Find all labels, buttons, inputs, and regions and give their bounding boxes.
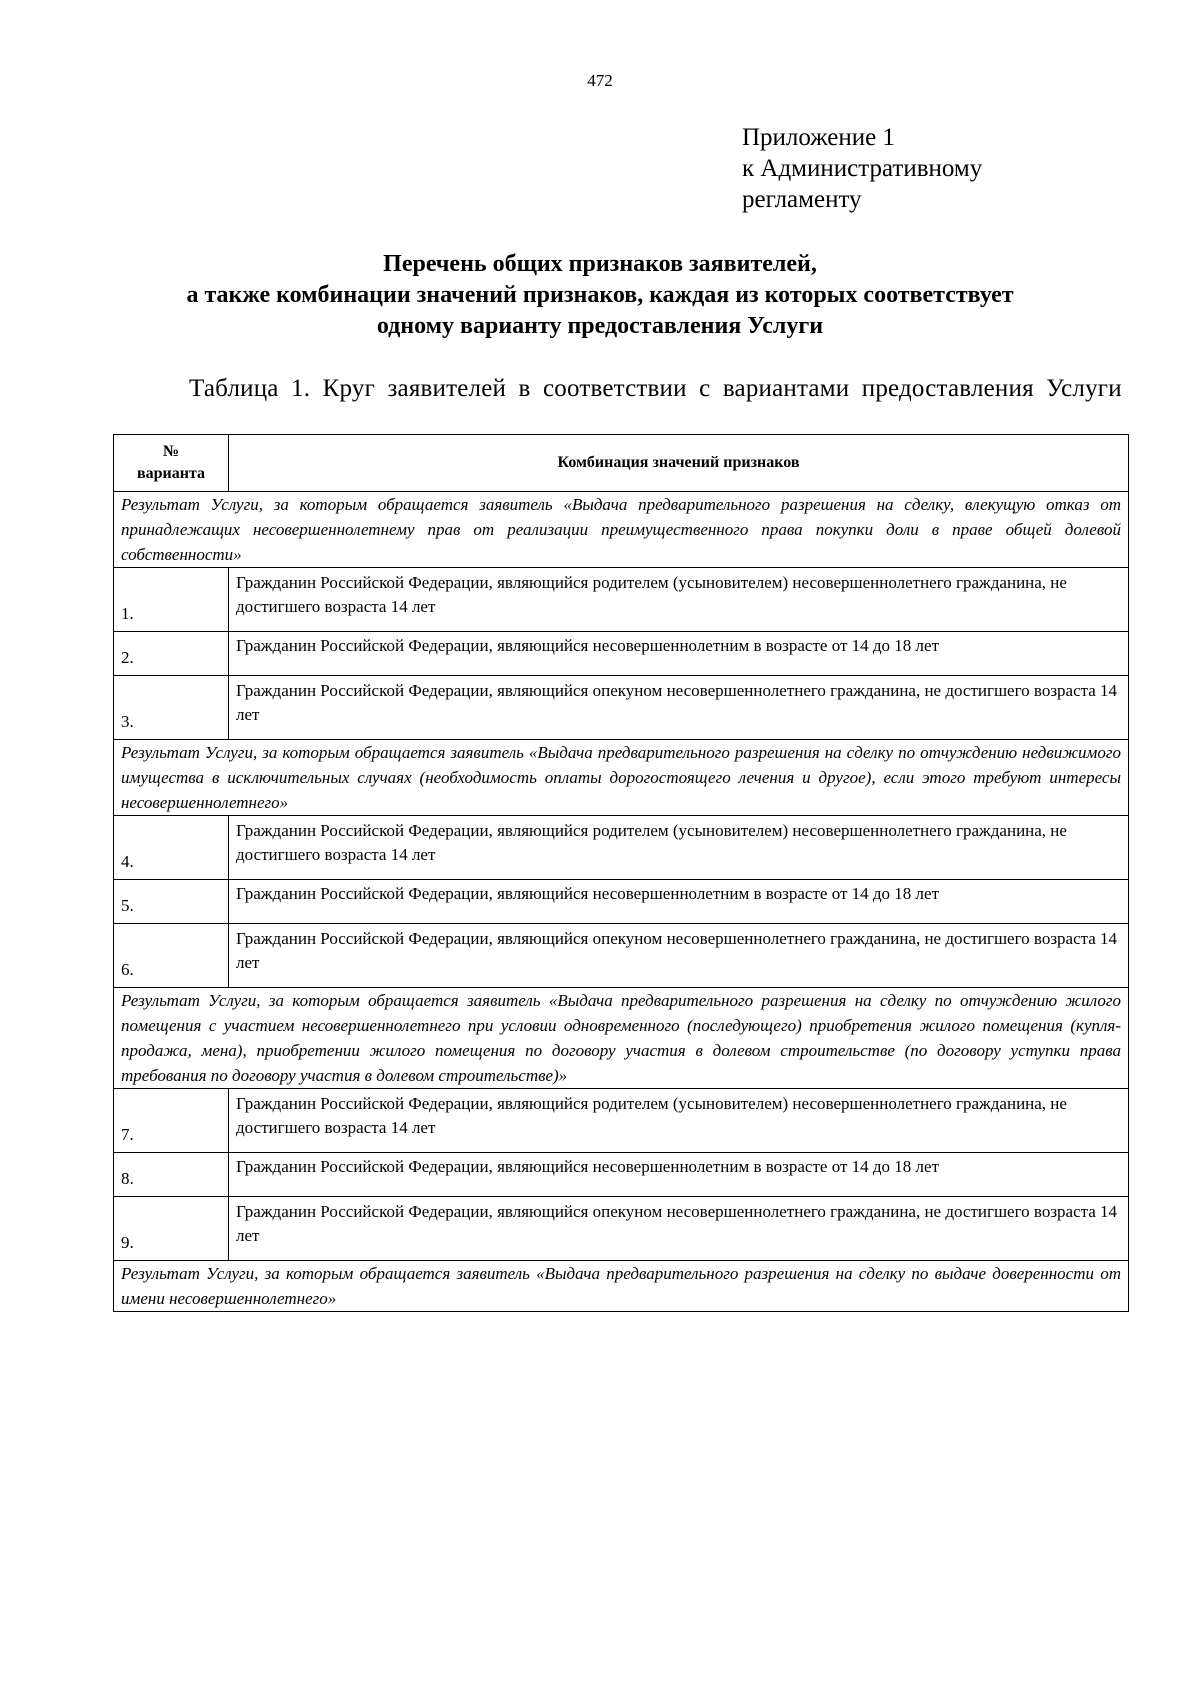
header-variant-number (114, 435, 229, 492)
header-num-label: варианта (136, 465, 206, 482)
appendix-line-1: Приложение 1 (742, 124, 895, 151)
document-title (0, 249, 1200, 342)
header-num-sign: № (162, 443, 180, 460)
table-row (114, 1153, 1129, 1197)
variant-number: 9. (114, 1197, 229, 1261)
variant-number: 4. (114, 816, 229, 880)
variant-number: 8. (114, 1153, 229, 1197)
variant-number: 2. (114, 632, 229, 676)
section-result-row (114, 492, 1129, 568)
variant-number: 3. (114, 676, 229, 740)
section-result-text: Результат Услуги, за которым обращается заявитель «Выдача предварительного разрешения на сделку, влекущую отказ от принадлежащих несовершеннолетнему прав от реализации преимущественного права покупки доли в праве общей долевой собственности» (114, 492, 1129, 568)
table-header-row (114, 435, 1129, 492)
variant-description: Гражданин Российской Федерации, являющийся несовершеннолетним в возрасте от 14 до 18 лет (229, 1153, 1129, 1197)
table-row (114, 924, 1129, 988)
variant-description: Гражданин Российской Федерации, являющийся опекуном несовершеннолетнего гражданина, не достигшего возраста 14 лет (229, 1197, 1129, 1261)
table-caption: Таблица 1. Круг заявителей в соответствии с вариантами предоставления Услуги (189, 375, 1122, 402)
table-row (114, 568, 1129, 632)
table-row (114, 632, 1129, 676)
section-result-text: Результат Услуги, за которым обращается заявитель «Выдача предварительного разрешения на сделку по отчуждению жилого помещения с участием несовершеннолетнего при условии одновременного (последующего) приобретения жилого помещения (купля-продажа, мена), приобретении жилого помещения по договору участия в долевом строительстве (по договору уступки права требования по договору участия в долевом строительстве)» (114, 988, 1129, 1089)
appendix-note (742, 122, 982, 215)
variant-description: Гражданин Российской Федерации, являющийся опекуном несовершеннолетнего гражданина, не достигшего возраста 14 лет (229, 924, 1129, 988)
table-row (114, 1197, 1129, 1261)
variant-description: Гражданин Российской Федерации, являющийся родителем (усыновителем) несовершеннолетнего гражданина, не достигшего возраста 14 лет (229, 568, 1129, 632)
section-result-row (114, 1261, 1129, 1312)
table-row (114, 1089, 1129, 1153)
title-line-2: а также комбинации значений признаков, каждая из которых соответствует (186, 282, 1014, 308)
variant-description: Гражданин Российской Федерации, являющийся родителем (усыновителем) несовершеннолетнего гражданина, не достигшего возраста 14 лет (229, 816, 1129, 880)
section-result-text: Результат Услуги, за которым обращается заявитель «Выдача предварительного разрешения на сделку по отчуждению недвижимого имущества в исключительных случаях (необходимость оплаты дорогостоящего лечения и другое), если этого требуют интересы несовершеннолетнего» (114, 740, 1129, 816)
table-row (114, 880, 1129, 924)
variant-number: 7. (114, 1089, 229, 1153)
section-result-row (114, 740, 1129, 816)
page-number: 472 (587, 71, 613, 90)
applicants-table (113, 434, 1129, 1312)
appendix-line-2: к Административному (742, 155, 983, 182)
title-line-1: Перечень общих признаков заявителей, (383, 251, 817, 277)
variant-number: 5. (114, 880, 229, 924)
table-row (114, 816, 1129, 880)
header-combination: Комбинация значений признаков (229, 435, 1129, 492)
variant-description: Гражданин Российской Федерации, являющийся опекуном несовершеннолетнего гражданина, не достигшего возраста 14 лет (229, 676, 1129, 740)
section-result-row (114, 988, 1129, 1089)
variant-description: Гражданин Российской Федерации, являющийся родителем (усыновителем) несовершеннолетнего гражданина, не достигшего возраста 14 лет (229, 1089, 1129, 1153)
variant-description: Гражданин Российской Федерации, являющийся несовершеннолетним в возрасте от 14 до 18 лет (229, 880, 1129, 924)
table-body (114, 492, 1129, 1312)
variant-number: 1. (114, 568, 229, 632)
table-row (114, 676, 1129, 740)
appendix-line-3: регламенту (742, 186, 862, 213)
variant-description: Гражданин Российской Федерации, являющийся несовершеннолетним в возрасте от 14 до 18 лет (229, 632, 1129, 676)
variant-number: 6. (114, 924, 229, 988)
title-line-3: одному варианту предоставления Услуги (376, 313, 824, 339)
section-result-text: Результат Услуги, за которым обращается заявитель «Выдача предварительного разрешения на сделку по выдаче доверенности от имени несовершеннолетнего» (114, 1261, 1129, 1312)
